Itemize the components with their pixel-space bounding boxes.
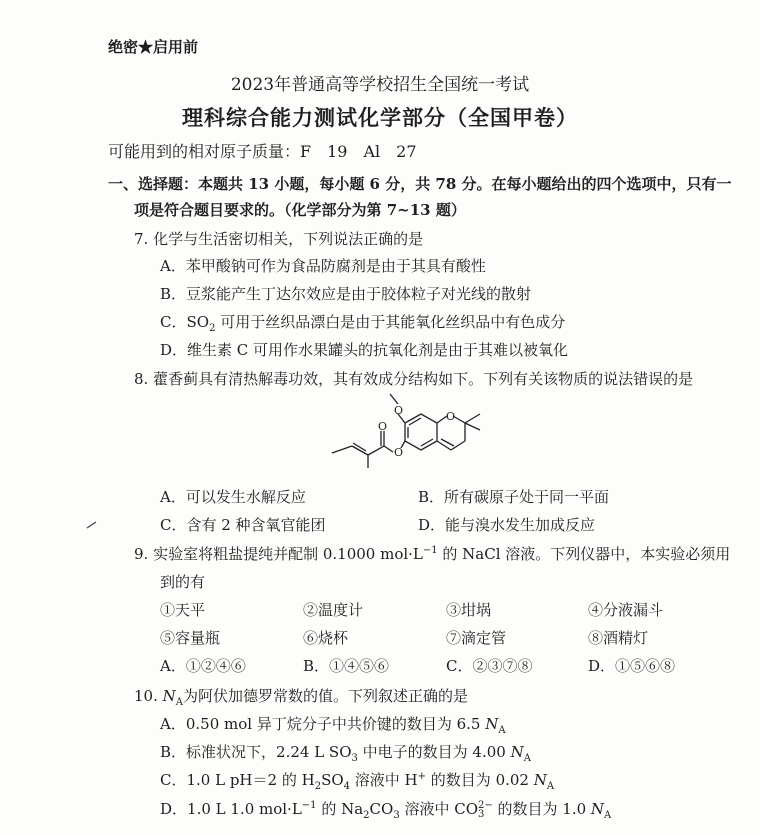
q8-option-a: A．可以发生水解反应 xyxy=(160,488,306,506)
q7-option-d: D．维生素 C 可用作水果罐头的抗氧化剂是由于其难以被氧化 xyxy=(160,341,569,359)
q8-option-b: B．所有碳原子处于同一平面 xyxy=(418,488,610,506)
q8-molecular-structure xyxy=(320,392,520,470)
q9-instrument-4: ④分液漏斗 xyxy=(588,601,664,619)
subject-title: 理科综合能力测试化学部分（全国甲卷） xyxy=(182,105,578,130)
exam-title: 2023年普通高等学校招生全国统一考试 xyxy=(230,75,530,95)
q9-stem-line2: 到的有 xyxy=(160,573,206,591)
q7-option-c: C．$SO_2$ 可用于丝织品漂白是由于其能氧化丝织品中有色成分 xyxy=(160,313,566,334)
secret-label: 绝密★启用前 xyxy=(108,38,199,56)
q9-instrument-7: ⑦滴定管 xyxy=(446,629,507,647)
q8-stem: 8. 藿香蓟具有清热解毒功效，其有效成分结构如下。下列有关该物质的说法错误的是 xyxy=(134,370,694,388)
section-heading-line2: 项是符合题目要求的。（化学部分为第 7~13 题） xyxy=(134,201,466,219)
q9-instrument-1: ①天平 xyxy=(160,601,206,619)
q8-option-d: D．能与溴水发生加成反应 xyxy=(418,516,596,534)
q9-instrument-3: ③坩埚 xyxy=(446,601,492,619)
q9-option-a: A．①②④⑥ xyxy=(160,657,246,675)
q7-option-b: B．豆浆能产生丁达尔效应是由于胶体粒子对光线的散射 xyxy=(160,285,532,303)
atom-o-ester: O xyxy=(394,446,404,459)
q10-option-c: C．1.0 L pH＝2 的 $H_2SO_4$ 溶液中 H+ 的数目为 0.02 $N_A$ xyxy=(160,771,555,792)
q9-instrument-5: ⑤容量瓶 xyxy=(160,629,221,647)
q9-stem: 9. 实验室将粗盐提纯并配制 0.1000 $mol\cdot L^{-1}$ 的 NaCl 溶液。下列仪器中，本实验必须用 xyxy=(134,545,731,563)
q9-option-c: C．②③⑦⑧ xyxy=(446,657,533,675)
q8-option-c: C．含有 2 种含氧官能团 xyxy=(160,516,326,534)
q9-instrument-8: ⑧酒精灯 xyxy=(588,629,649,647)
q10-option-b: B．标准状况下，2.24 L $SO_3$ 中电子的数目为 4.00 $N_A$ xyxy=(160,743,531,764)
q9-option-d: D．①⑤⑥⑧ xyxy=(588,657,676,675)
atom-o-carbonyl: O xyxy=(378,420,388,433)
q7-option-a: A．苯甲酸钠可作为食品防腐剂是由于其具有酸性 xyxy=(160,257,486,275)
atom-o-methoxy: O xyxy=(394,404,404,417)
q10-option-d: D．1.0 L 1.0 $mol\cdot L^{-1}$ 的 $Na_2CO_3$ 溶液中 CO 2− 3 的数目为 1.0 $N_A$ xyxy=(160,800,612,821)
section-heading-line1: 一、选择题：本题共 13 小题，每小题 6 分，共 78 分。在每小题给出的四个选项中，只有一 xyxy=(108,175,732,193)
q10-option-a: A．0.50 mol 异丁烷分子中共价键的数目为 6.5 $N_A$ xyxy=(160,715,506,736)
q9-instrument-2: ②温度计 xyxy=(303,601,364,619)
q9-instrument-6: ⑥烧杯 xyxy=(303,629,349,647)
atom-o-ring: O xyxy=(446,410,456,423)
q9-option-b: B．①④⑤⑥ xyxy=(303,657,390,675)
pen-mark xyxy=(86,520,98,530)
q7-stem: 7. 化学与生活密切相关，下列说法正确的是 xyxy=(134,230,424,248)
q10-stem: 10. $N_A$为阿伏加德罗常数的值。下列叙述正确的是 xyxy=(134,687,469,708)
atomic-masses: 可能用到的相对原子质量：F 19 Al 27 xyxy=(108,142,417,161)
